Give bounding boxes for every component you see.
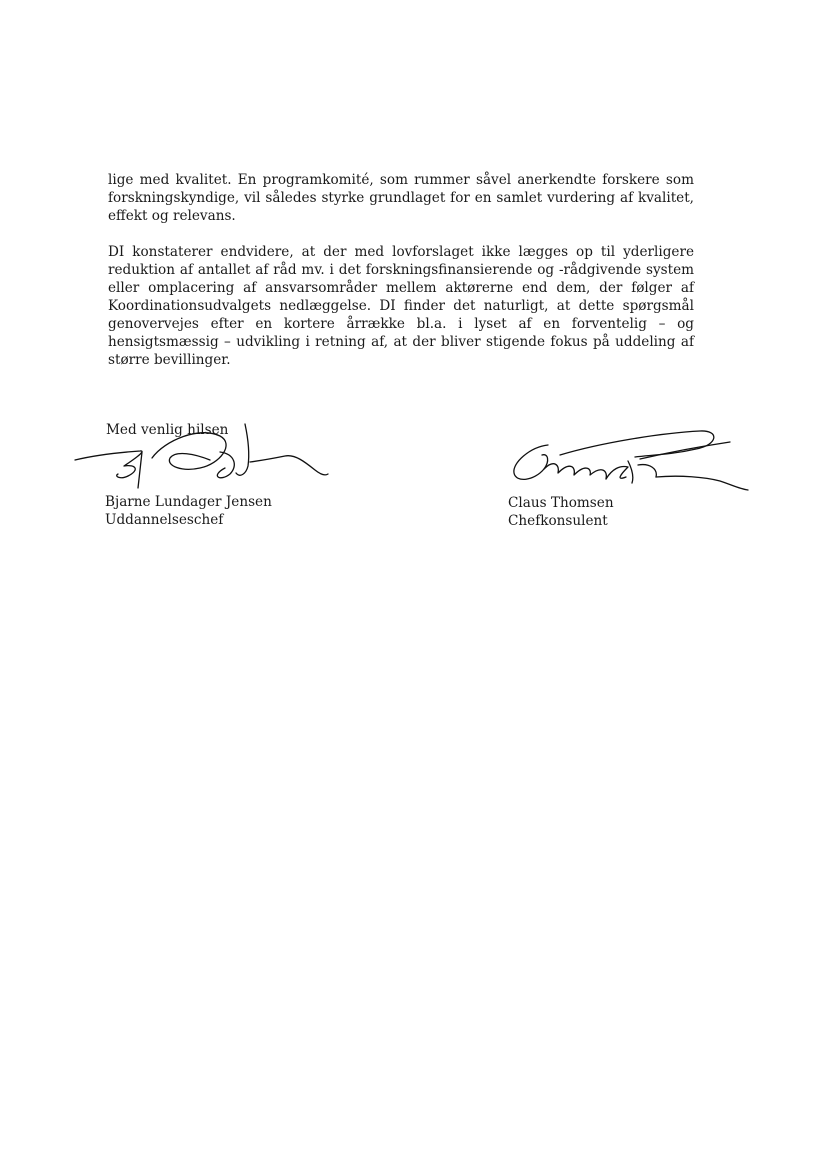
signatory-title: Uddannelseschef [105,512,224,528]
signatory-name: Claus Thomsen [508,495,614,511]
signature-left [70,418,330,498]
signatory-name: Bjarne Lundager Jensen [105,494,272,510]
paragraph-quality: lige med kvalitet. En programkomité, som rummer såvel anerkendte forskere som forskningskyndige, vil således styrke grundlaget for en samlet vurdering af kvalitet, effekt og relevans. [108,172,694,224]
signatory-right [508,494,614,530]
paragraph-councils: DI konstaterer endvidere, at der med lovforslaget ikke lægges op til yderligere reduktion af antallet af råd mv. i det forskningsfinansierende og -rådgivende system eller omplacering af ansvarsområder mellem aktørerne end dem, der følger af Koordinationsudvalgets nedlæggelse. DI finder det naturligt, at dette spørgsmål genovervejes efter en kortere årrække bl.a. i lyset af en forventelig – og hensigtsmæssig – udvikling i retning af, at der bliver stigende fokus på uddeling af større bevillinger. [108,244,694,368]
signatory-title: Chefkonsulent [508,513,608,529]
signature-right [500,425,760,500]
signatory-left [105,493,272,529]
letter-body [108,171,694,369]
closing-greeting: Med venlig hilsen [106,422,229,438]
